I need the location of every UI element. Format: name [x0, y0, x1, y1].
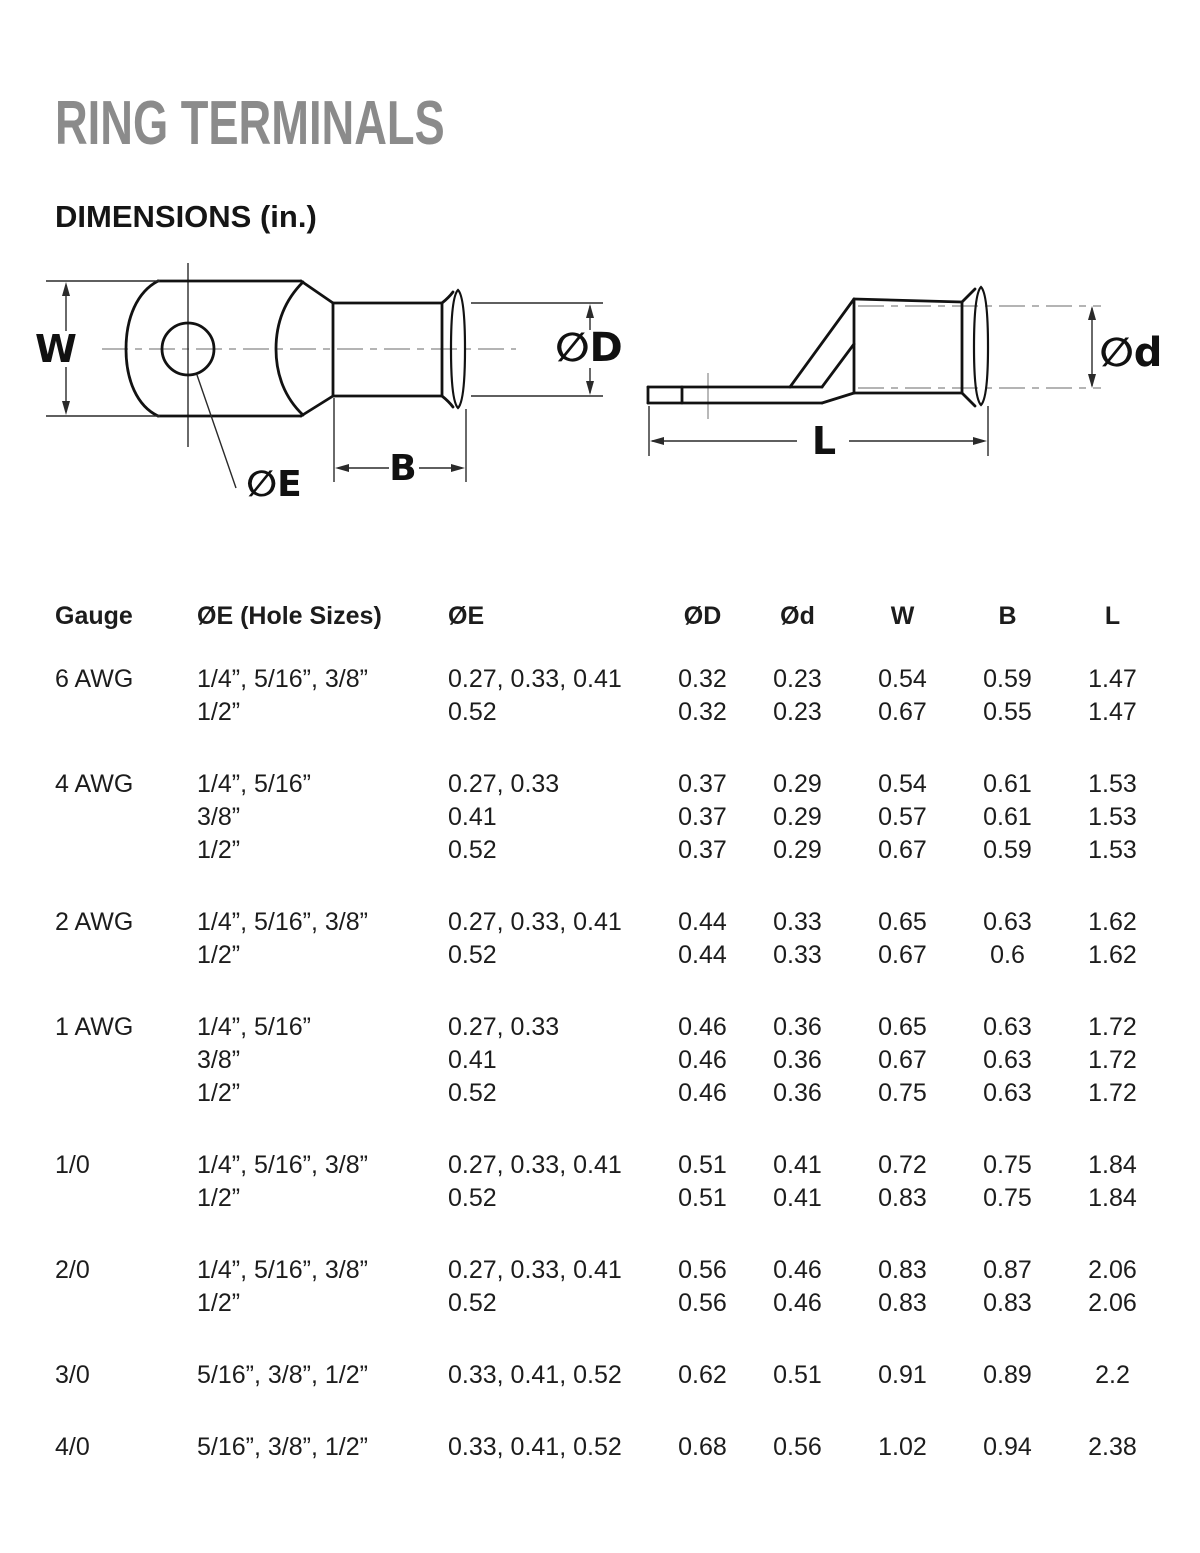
- cell-d-outer: 0.32: [678, 698, 727, 726]
- cell-l: 2.2: [1095, 1361, 1130, 1389]
- table-row: [55, 1431, 1165, 1464]
- cell-gauge: 2/0: [55, 1256, 90, 1284]
- cell-w: 0.83: [878, 1256, 927, 1284]
- dimensions-table: [55, 600, 1165, 1464]
- table-header-row: [55, 600, 1165, 633]
- cell-w: 0.91: [878, 1361, 927, 1389]
- taper-bottom-edge: [301, 396, 333, 416]
- cell-b: 0.89: [983, 1361, 1032, 1389]
- cell-l: 1.84: [1088, 1151, 1137, 1179]
- table-row: [55, 1254, 1165, 1287]
- cell-gauge: [55, 939, 197, 972]
- table-row: [55, 939, 1165, 972]
- cell-gauge: 4/0: [55, 1433, 90, 1461]
- cell-d-outer: 0.46: [678, 1079, 727, 1107]
- side-flare-neck-top: [962, 289, 975, 302]
- cell-w: 0.57: [878, 803, 927, 831]
- cell-gauge: 4 AWG: [55, 770, 134, 798]
- cell-d-outer: 0.37: [678, 803, 727, 831]
- cell-holes: 1/4”, 5/16”, 3/8”: [197, 1151, 368, 1179]
- cell-holes: 1/2”: [197, 1289, 241, 1317]
- cell-holes: 5/16”, 3/8”, 1/2”: [197, 1433, 368, 1461]
- cell-d-inner: 0.46: [773, 1256, 822, 1284]
- cell-b: 0.63: [983, 1079, 1032, 1107]
- cell-l: 1.72: [1088, 1046, 1137, 1074]
- d-inner-arrow-down: [1088, 374, 1096, 388]
- cell-e: 0.27, 0.33, 0.41: [448, 908, 622, 936]
- cell-d-outer: 0.46: [678, 1013, 727, 1041]
- cell-b: 0.59: [983, 836, 1032, 864]
- cell-b: 0.63: [983, 1046, 1032, 1074]
- cell-e: 0.33, 0.41, 0.52: [448, 1433, 622, 1461]
- cell-holes: 1/2”: [197, 836, 241, 864]
- header-d-inner: Ød: [780, 602, 815, 630]
- cell-gauge: [55, 834, 197, 867]
- cell-holes: 1/4”, 5/16”, 3/8”: [197, 908, 368, 936]
- page-title: RING TERMINALS: [55, 89, 445, 158]
- cell-d-outer: 0.44: [678, 908, 727, 936]
- table-row: [55, 663, 1165, 696]
- cell-d-inner: 0.36: [773, 1013, 822, 1041]
- header-w: W: [890, 602, 915, 630]
- cell-gauge: [55, 1044, 197, 1077]
- label-phi-d-inner: ∅d: [1099, 330, 1163, 376]
- label-l: L: [811, 419, 837, 463]
- cell-e: 0.52: [448, 941, 497, 969]
- cell-b: 0.6: [990, 941, 1025, 969]
- d-outer-arrow-up: [586, 304, 594, 318]
- cell-d-inner: 0.41: [773, 1184, 822, 1212]
- tongue-to-barrel-bottom: [822, 393, 854, 403]
- cell-b: 0.59: [983, 665, 1032, 693]
- cell-w: 0.67: [878, 941, 927, 969]
- cell-l: 1.53: [1088, 803, 1137, 831]
- cell-b: 0.61: [983, 803, 1032, 831]
- cell-gauge: 1/0: [55, 1151, 90, 1179]
- flare-neck-bottom: [442, 396, 453, 407]
- cell-gauge: [55, 1182, 197, 1215]
- cell-w: 0.67: [878, 698, 927, 726]
- header-gauge: Gauge: [55, 602, 133, 630]
- cell-l: 1.53: [1088, 836, 1137, 864]
- cell-w: 0.54: [878, 770, 927, 798]
- top-view-diagram: [35, 263, 623, 505]
- cell-l: 1.62: [1088, 908, 1137, 936]
- cell-d-inner: 0.51: [773, 1361, 822, 1389]
- cell-gauge: [55, 696, 197, 729]
- cell-d-inner: 0.29: [773, 836, 822, 864]
- cell-d-inner: 0.41: [773, 1151, 822, 1179]
- table-row: [55, 1077, 1165, 1110]
- cell-l: 1.72: [1088, 1079, 1137, 1107]
- cell-l: 1.84: [1088, 1184, 1137, 1212]
- b-arrow-right: [451, 464, 465, 472]
- cell-w: 0.67: [878, 1046, 927, 1074]
- cell-d-inner: 0.23: [773, 698, 822, 726]
- cell-w: 0.54: [878, 665, 927, 693]
- cell-e: 0.33, 0.41, 0.52: [448, 1361, 622, 1389]
- cell-d-inner: 0.29: [773, 770, 822, 798]
- label-b: B: [389, 448, 417, 489]
- cell-l: 1.72: [1088, 1013, 1137, 1041]
- label-phi-e: ∅E: [246, 464, 302, 505]
- cell-d-outer: 0.44: [678, 941, 727, 969]
- cell-w: 1.02: [878, 1433, 927, 1461]
- cell-holes: 3/8”: [197, 1046, 241, 1074]
- cell-holes: 1/2”: [197, 1079, 241, 1107]
- header-b: B: [998, 602, 1017, 630]
- cell-holes: 3/8”: [197, 803, 241, 831]
- table-row: [55, 768, 1165, 801]
- table-row: [55, 834, 1165, 867]
- cell-l: 2.06: [1088, 1256, 1137, 1284]
- label-phi-d-outer: ∅D: [555, 325, 623, 371]
- cell-d-outer: 0.62: [678, 1361, 727, 1389]
- header-l: L: [1104, 602, 1121, 630]
- cell-d-outer: 0.37: [678, 770, 727, 798]
- cell-d-inner: 0.36: [773, 1046, 822, 1074]
- cell-d-inner: 0.29: [773, 803, 822, 831]
- cell-d-outer: 0.32: [678, 665, 727, 693]
- w-arrow-down: [62, 401, 70, 415]
- flare-neck-top: [442, 292, 453, 303]
- side-barrel-top-edge: [854, 299, 962, 302]
- cell-holes: 1/4”, 5/16”, 3/8”: [197, 665, 368, 693]
- table-row: [55, 1182, 1165, 1215]
- section-title: DIMENSIONS (in.): [55, 199, 317, 234]
- table-row: [55, 801, 1165, 834]
- cell-l: 1.47: [1088, 698, 1137, 726]
- cell-e: 0.27, 0.33, 0.41: [448, 1151, 622, 1179]
- cell-gauge: [55, 801, 197, 834]
- cell-gauge: 3/0: [55, 1361, 90, 1389]
- b-arrow-left: [335, 464, 349, 472]
- cell-gauge: 1 AWG: [55, 1013, 134, 1041]
- cell-e: 0.52: [448, 1289, 497, 1317]
- cell-e: 0.52: [448, 1079, 497, 1107]
- cell-e: 0.52: [448, 836, 497, 864]
- cell-w: 0.83: [878, 1184, 927, 1212]
- table-row: [55, 1011, 1165, 1044]
- cell-l: 1.47: [1088, 665, 1137, 693]
- table-row: [55, 1359, 1165, 1392]
- cell-d-outer: 0.51: [678, 1151, 727, 1179]
- cell-d-outer: 0.56: [678, 1289, 727, 1317]
- d-outer-arrow-down: [586, 381, 594, 395]
- cell-b: 0.83: [983, 1289, 1032, 1317]
- cell-b: 0.75: [983, 1151, 1032, 1179]
- cell-w: 0.75: [878, 1079, 927, 1107]
- cell-d-outer: 0.46: [678, 1046, 727, 1074]
- cell-w: 0.83: [878, 1289, 927, 1317]
- cell-b: 0.55: [983, 698, 1032, 726]
- d-inner-arrow-up: [1088, 306, 1096, 320]
- taper-top-edge: [301, 281, 333, 303]
- cell-d-outer: 0.37: [678, 836, 727, 864]
- header-e: ØE: [448, 602, 485, 630]
- cell-holes: 1/4”, 5/16”: [197, 1013, 311, 1041]
- cell-e: 0.27, 0.33, 0.41: [448, 1256, 622, 1284]
- cell-e: 0.41: [448, 803, 497, 831]
- header-d-outer: ØD: [683, 602, 722, 630]
- cell-e: 0.27, 0.33: [448, 770, 560, 798]
- cell-e: 0.52: [448, 698, 497, 726]
- l-arrow-right: [973, 437, 987, 445]
- side-view-diagram: [648, 287, 1162, 463]
- cell-b: 0.63: [983, 908, 1032, 936]
- table-row: [55, 1149, 1165, 1182]
- cell-holes: 5/16”, 3/8”, 1/2”: [197, 1361, 368, 1389]
- table-row: [55, 1287, 1165, 1320]
- table-row: [55, 696, 1165, 729]
- cell-holes: 1/4”, 5/16”: [197, 770, 311, 798]
- cell-d-inner: 0.33: [773, 941, 822, 969]
- cell-b: 0.63: [983, 1013, 1032, 1041]
- cell-d-inner: 0.33: [773, 908, 822, 936]
- cell-l: 2.38: [1088, 1433, 1137, 1461]
- cell-e: 0.27, 0.33, 0.41: [448, 665, 622, 693]
- cell-d-inner: 0.36: [773, 1079, 822, 1107]
- cell-holes: 1/2”: [197, 698, 241, 726]
- cell-b: 0.94: [983, 1433, 1032, 1461]
- cell-l: 2.06: [1088, 1289, 1137, 1317]
- cell-w: 0.65: [878, 908, 927, 936]
- table-row: [55, 1044, 1165, 1077]
- w-arrow-up: [62, 282, 70, 296]
- cell-w: 0.67: [878, 836, 927, 864]
- cell-b: 0.87: [983, 1256, 1032, 1284]
- cell-gauge: [55, 1077, 197, 1110]
- cell-d-outer: 0.68: [678, 1433, 727, 1461]
- cell-d-inner: 0.56: [773, 1433, 822, 1461]
- cell-gauge: [55, 1287, 197, 1320]
- dimension-diagrams: [0, 0, 1200, 540]
- cell-d-inner: 0.46: [773, 1289, 822, 1317]
- side-flare-lip: [974, 287, 988, 405]
- cell-e: 0.41: [448, 1046, 497, 1074]
- cell-w: 0.65: [878, 1013, 927, 1041]
- cell-holes: 1/2”: [197, 941, 241, 969]
- slope-outer-edge: [790, 299, 854, 387]
- cell-d-inner: 0.23: [773, 665, 822, 693]
- header-hole-sizes: ØE (Hole Sizes): [197, 602, 382, 630]
- slope-inner-edge: [822, 344, 854, 387]
- cell-e: 0.27, 0.33: [448, 1013, 560, 1041]
- side-flare-neck-bottom: [962, 393, 975, 406]
- cell-b: 0.61: [983, 770, 1032, 798]
- cell-b: 0.75: [983, 1184, 1032, 1212]
- cell-gauge: 2 AWG: [55, 908, 134, 936]
- cell-l: 1.62: [1088, 941, 1137, 969]
- l-arrow-left: [650, 437, 664, 445]
- cell-d-outer: 0.51: [678, 1184, 727, 1212]
- cell-l: 1.53: [1088, 770, 1137, 798]
- cell-w: 0.72: [878, 1151, 927, 1179]
- cell-d-outer: 0.56: [678, 1256, 727, 1284]
- label-w: W: [35, 327, 77, 371]
- cell-holes: 1/2”: [197, 1184, 241, 1212]
- cell-holes: 1/4”, 5/16”, 3/8”: [197, 1256, 368, 1284]
- cell-e: 0.52: [448, 1184, 497, 1212]
- e-leader-line: [197, 375, 236, 488]
- cell-gauge: 6 AWG: [55, 665, 134, 693]
- table-row: [55, 906, 1165, 939]
